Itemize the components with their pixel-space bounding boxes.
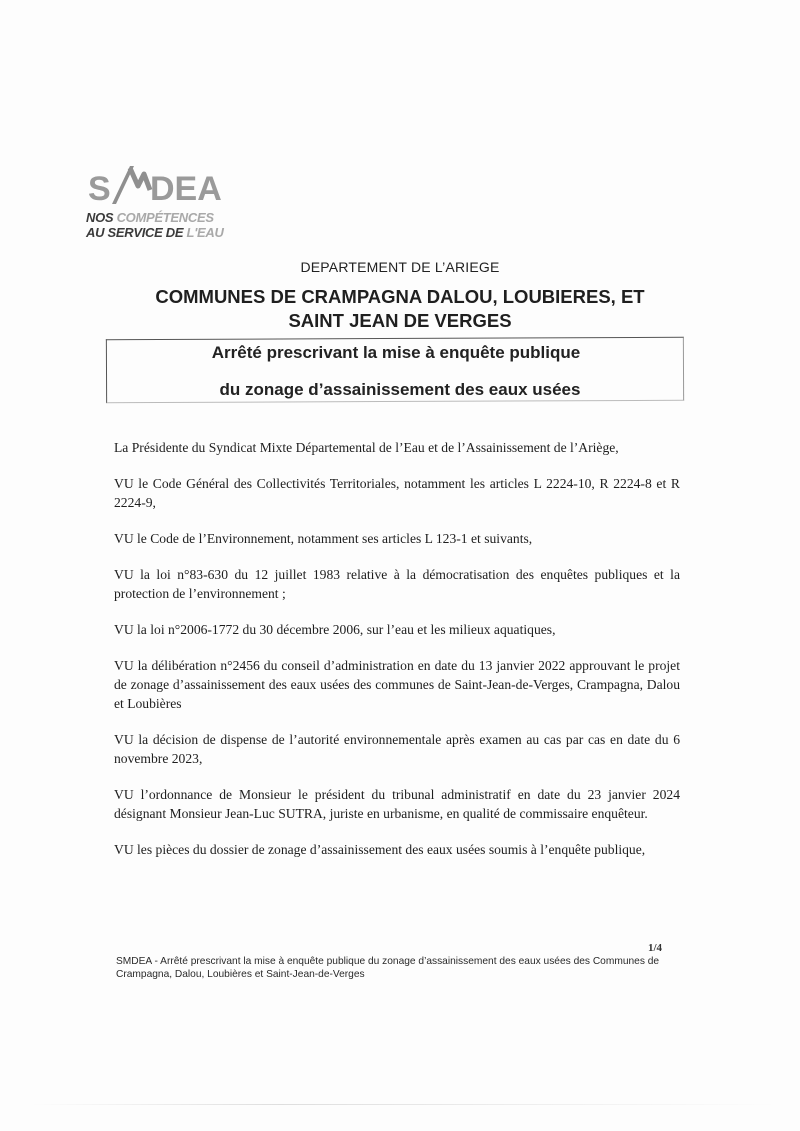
body-paragraph: VU la loi n°83-630 du 12 juillet 1983 relative à la démocratisation des enquêtes publiques et la protection de l’environnement ; xyxy=(114,567,680,601)
body-paragraph: VU la délibération n°2456 du conseil d’administration en date du 13 janvier 2022 approuvant le projet de zonage d’assainissement des eaux usées des communes de Saint-Jean-de-Verges, Crampagna, Dalou et Loubières xyxy=(114,658,680,711)
svg-text:S: S xyxy=(88,170,111,208)
page-number: 1/4 xyxy=(648,942,663,954)
communes-heading-line: SAINT JEAN DE VERGES xyxy=(288,310,512,331)
smdea-logo xyxy=(86,160,256,240)
body-paragraph: VU le Code Général des Collectivités Territoriales, notamment les articles L 2224-10, R 2224-8 et R 2224-9, xyxy=(114,476,680,510)
logo-tagline-part: AU SERVICE DE xyxy=(86,225,187,240)
scan-edge-line xyxy=(30,1104,780,1105)
decree-title-line: Arrêté prescrivant la mise à enquête publique xyxy=(211,343,581,362)
document-body xyxy=(114,438,680,876)
logo-tagline xyxy=(86,210,256,240)
body-paragraph: VU le Code de l’Environnement, notamment ses articles L 123-1 et suivants, xyxy=(114,531,533,546)
decree-title-line: du zonage d’assainissement des eaux usées xyxy=(219,380,581,399)
communes-heading-line: COMMUNES DE CRAMPAGNA DALOU, LOUBIERES, ET xyxy=(155,286,645,307)
body-paragraph: VU les pièces du dossier de zonage d’assainissement des eaux usées soumis à l’enquête publique, xyxy=(114,842,646,857)
logo-tagline-part: L'EAU xyxy=(186,225,224,240)
svg-text:DEA: DEA xyxy=(150,170,222,208)
department-heading: DEPARTEMENT DE L’ARIEGE xyxy=(300,259,500,275)
body-paragraph: La Présidente du Syndicat Mixte Départemental de l’Eau et de l’Assainissement de l’Ariège, xyxy=(114,440,619,455)
logo-tagline-part: NOS xyxy=(86,210,117,225)
page-footer: SMDEA - Arrêté prescrivant la mise à enquête publique du zonage d’assainissement des eaux usées des Communes de Crampagna, Dalou, Loubières et Saint-Jean-de-Verges xyxy=(116,956,660,980)
logo-tagline-part: COMPÉTENCES xyxy=(116,210,214,225)
smdea-logo-mark xyxy=(86,160,236,208)
body-paragraph: VU la décision de dispense de l’autorité environnementale après examen au cas par cas en date du 6 novembre 2023, xyxy=(114,732,680,766)
body-paragraph: VU l’ordonnance de Monsieur le président du tribunal administratif en date du 23 janvier 2024 désignant Monsieur Jean-Luc SUTRA, juriste en urbanisme, en qualité de commissaire enquêteur. xyxy=(114,787,680,821)
body-paragraph: VU la loi n°2006-1772 du 30 décembre 2006, sur l’eau et les milieux aquatiques, xyxy=(114,622,556,637)
communes-heading xyxy=(100,285,700,333)
